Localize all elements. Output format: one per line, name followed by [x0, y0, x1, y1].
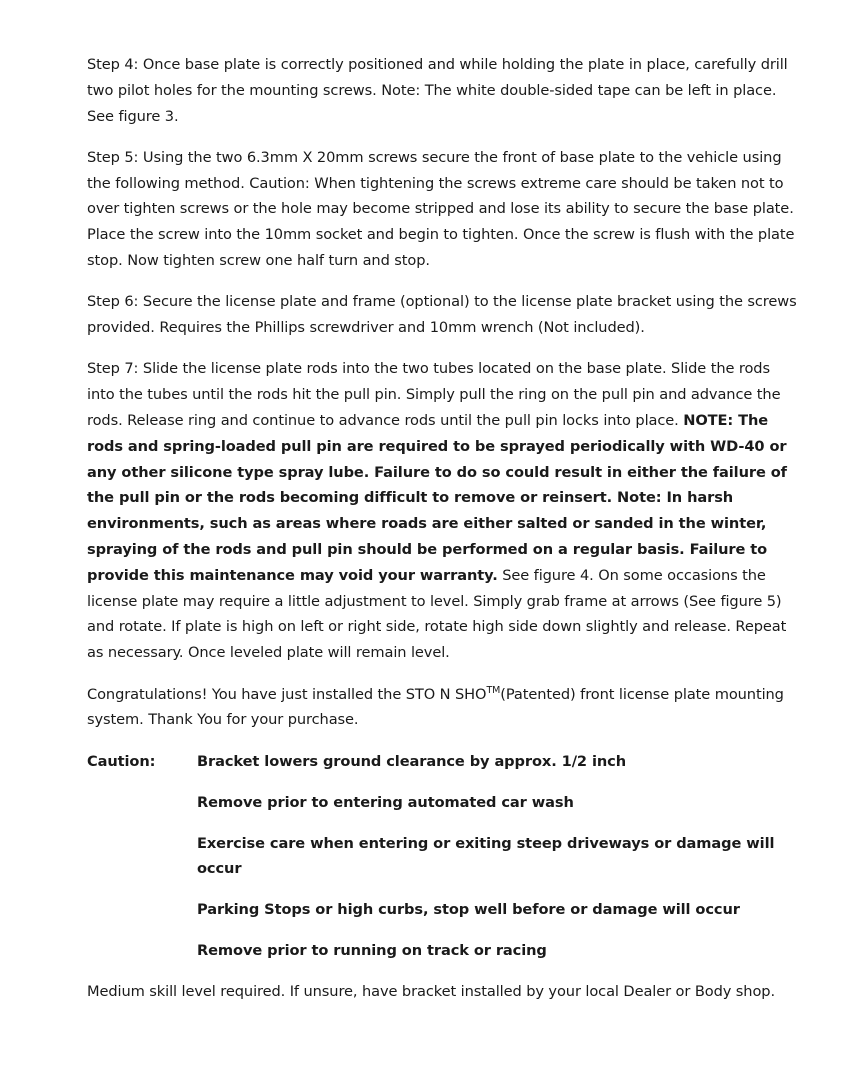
- step-5-paragraph: Step 5: Using the two 6.3mm X 20mm screws secure the front of base plate to the vehicle using the following method. Caution: When tightening the screws extreme care should be taken not to over tighten screws or the hole may become stripped and lose its ability to secure the base plate. Place the screw into the 10mm socket and begin to tighten. Once the screw is flush with the plate stop. Now tighten screw one half turn and stop.: [87, 148, 795, 270]
- caution-row: [87, 938, 802, 964]
- step-7-maintenance-note: NOTE: The rods and spring-loaded pull pin are required to be sprayed periodically with WD-40 or any other silicone type spray lube. Failure to do so could result in either the failure of the pull pin or the rods becoming difficult to remove or reinsert. Note: In harsh environments, such as areas where roads are either salted or sanded in the winter, spraying of the rods and pull pin should be performed on a regular basis. Failure to provide this maintenance may void your warranty.: [87, 412, 787, 584]
- step-7-outro: See figure 4. On some occasions the license plate may require a little adjustment to level. Simply grab frame at arrows (See figure 5) and rotate. If plate is high on left or right side, rotate high side down slightly and release. Repeat as necessary. Once leveled plate will remain level.: [87, 566, 787, 662]
- caution-row: [87, 897, 802, 923]
- caution-item: Remove prior to entering automated car wash: [197, 793, 574, 811]
- trademark-superscript: TM: [486, 684, 501, 696]
- caution-label-spacer: [87, 831, 197, 883]
- caution-item: Bracket lowers ground clearance by approx. 1/2 inch: [197, 752, 626, 770]
- caution-item: Exercise care when entering or exiting steep driveways or damage will occur: [197, 834, 775, 878]
- caution-row: [87, 790, 802, 816]
- caution-label-spacer: [87, 938, 197, 964]
- caution-item: Parking Stops or high curbs, stop well before or damage will occur: [197, 901, 740, 919]
- caution-label-spacer: [87, 897, 197, 923]
- congratulations-paragraph: [87, 682, 802, 734]
- congrats-text-start: Congratulations! You have just installed the STO N SHO: [87, 685, 487, 703]
- caution-label-spacer: [87, 790, 197, 816]
- step-7-intro: Step 7: Slide the license plate rods into the two tubes located on the base plate. Slide the rods into the tubes until the rods hit the pull pin. Simply pull the ring on the pull pin and advance the rods. Release ring and continue to advance rods until the pull pin locks into place.: [87, 360, 781, 430]
- step-4-paragraph: Step 4: Once base plate is correctly positioned and while holding the plate in place, carefully drill two pilot holes for the mounting screws. Note: The white double-sided tape can be left in place. See figure 3.: [87, 56, 788, 125]
- caution-row: [87, 831, 802, 883]
- caution-row: [87, 749, 802, 775]
- step-7-paragraph: [87, 356, 802, 666]
- caution-block: [87, 749, 802, 965]
- caution-item: Remove prior to running on track or racing: [197, 942, 547, 960]
- step-6-paragraph: Step 6: Secure the license plate and frame (optional) to the license plate bracket using the screws provided. Requires the Phillips screwdriver and 10mm wrench (Not included).: [87, 293, 797, 337]
- skill-level-note: Medium skill level required. If unsure, have bracket installed by your local Dealer or Body shop.: [87, 983, 775, 1001]
- congrats-text-end: (Patented) front license plate mounting system. Thank You for your purchase.: [87, 685, 784, 729]
- caution-label: Caution:: [87, 752, 156, 770]
